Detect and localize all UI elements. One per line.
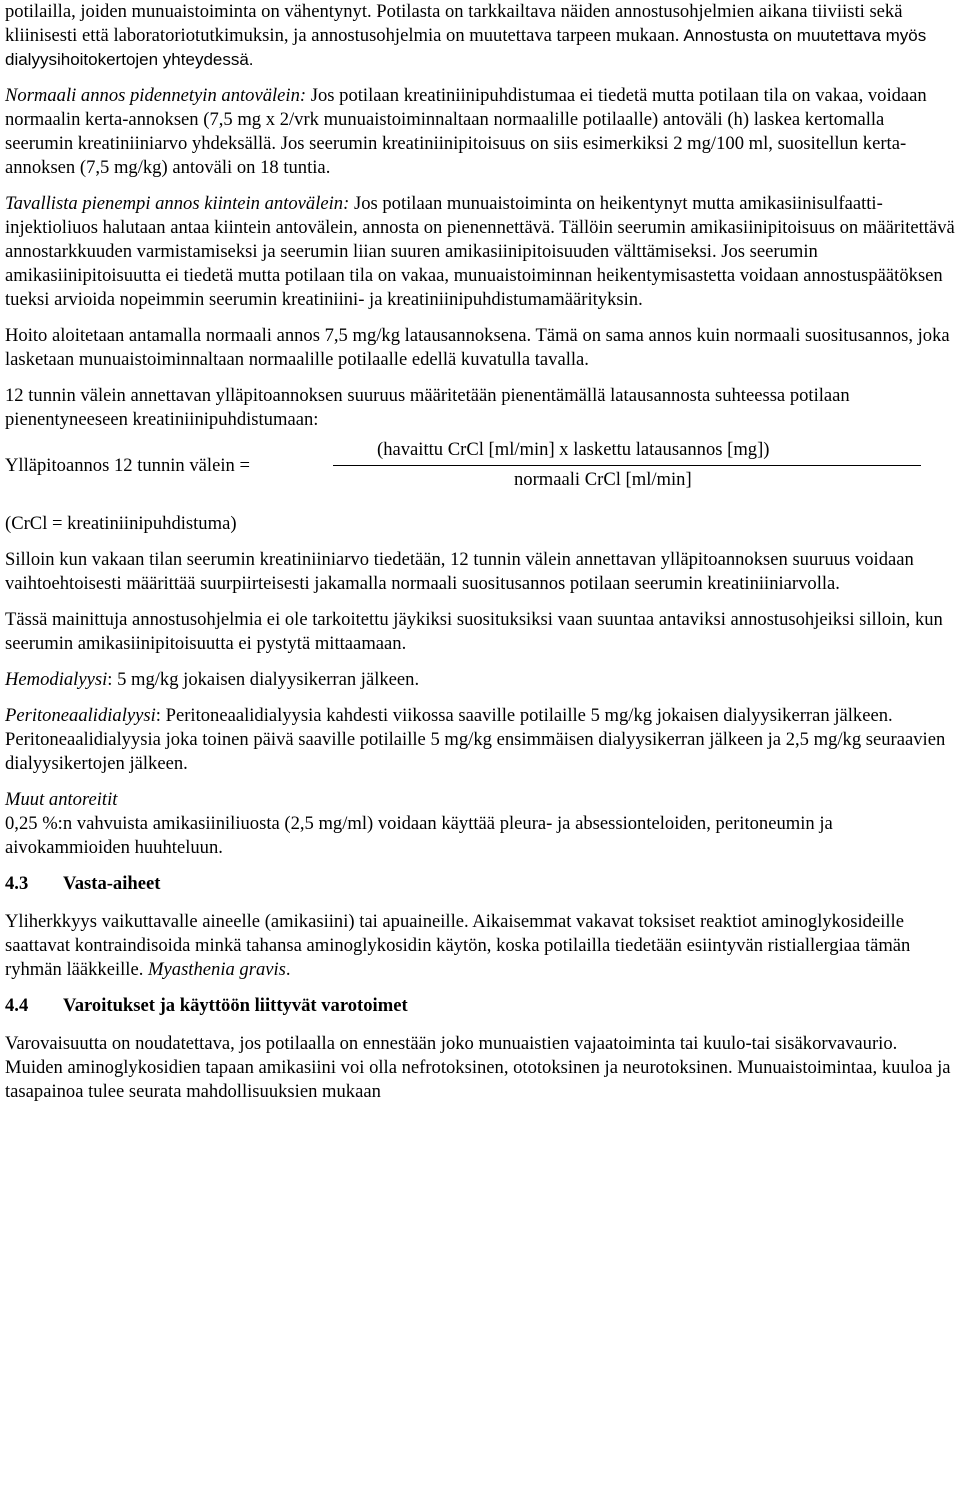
fixed-interval-paragraph	[5, 192, 955, 312]
loading-dose-paragraph: Hoito aloitetaan antamalla normaali annos 7,5 mg/kg latausannoksena. Tämä on sama annos kuin normaali suositusannos, joka lasketaan munuaistoiminnaltaan normaalille potilaalle edellä kuvatulla tavalla.	[5, 325, 950, 370]
peritoneal-label: Peritoneaalidialyysi	[5, 705, 156, 726]
other-routes-label: Muut antoreitit	[5, 789, 118, 810]
section-4-3-paragraph	[5, 910, 955, 982]
section-4-3-end: .	[285, 959, 291, 980]
section-4-3-number: 4.3	[5, 873, 29, 894]
section-4-4-paragraph: Varovaisuutta on noudatettava, jos potilaalla on ennestään joko munuaistien vajaatoiminta tai kuulo-tai sisäkorvavaurio. Muiden aminoglykosidien tapaan amikasiini voi olla nefrotoksinen, ototoksinen ja neurotoksinen. Munuaistoimintaa, kuuloa ja tasapainoa tulee seurata mahdollisuuksien mukaan	[5, 1033, 951, 1102]
normal-interval-label: Normaali annos pidennetyin antovälein:	[5, 85, 307, 106]
section-4-3-heading	[5, 872, 955, 896]
document-page	[5, 0, 955, 1104]
hemodialysis-label: Hemodialyysi	[5, 669, 108, 690]
formula-fraction-bar	[333, 465, 921, 466]
crcl-definition: (CrCl = kreatiniinipuhdistuma)	[5, 513, 237, 534]
peritoneal-paragraph	[5, 704, 955, 776]
hemodialysis-paragraph	[5, 668, 955, 692]
section-4-4-heading	[5, 994, 955, 1018]
section-4-3-text: Yliherkkyys vaikuttavalle aineelle (amikasiini) tai apuaineille. Aikaisemmat vakavat toksiset reaktiot aminoglykosideille saattavat kontraindisoida minkä tahansa aminoglykosidin käytön, koska potilailla tiedetään esiintyvän ristiallergiaa tämän ryhmän lääkkeille.	[5, 911, 911, 980]
maintenance-intro-paragraph: 12 tunnin välein annettavan ylläpitoannoksen suuruus määritetään pienentämällä latausannosta suhteessa potilaan pienentyneeseen kreatiniinipuhdistumaan:	[5, 385, 850, 430]
alternative-paragraph: Silloin kun vakaan tilan seerumin kreatiniiniarvo tiedetään, 12 tunnin välein annettavan ylläpitoannoksen suuruus voidaan vaihtoehtoisesti määrittää suurpiirteisesti jakamalla normaali suositusannos potilaan seerumin kreatiniiniarvolla.	[5, 549, 914, 594]
hemodialysis-text: : 5 mg/kg jokaisen dialyysikerran jälkeen.	[107, 669, 420, 690]
section-4-3-title: Vasta-aiheet	[63, 873, 161, 894]
intro-serif-text: potilailla, joiden munuaistoiminta on vähentynyt. Potilasta on tarkkailtava näiden annostusohjelmien aikana tiiviisti sekä kliinisesti että laboratoriotutkimuksin, ja annostusohjelmia on muutettava tarpeen mukaan.	[5, 1, 903, 46]
other-routes-text: 0,25 %:n vahvuista amikasiiniliuosta (2,5 mg/ml) voidaan käyttää pleura- ja absessionteloiden, peritoneumin ja aivokammioiden huuhteluun.	[5, 813, 833, 858]
formula-lhs: Ylläpitoannos 12 tunnin välein =	[5, 455, 250, 476]
normal-interval-text: Jos potilaan kreatiniinipuhdistumaa ei tiedetä mutta potilaan tila on vakaa, voidaan normaalin kerta-annoksen (7,5 mg x 2/vrk munuaistoiminnaltaan normaalille potilaalle) antoväli (h) laskea kertomalla seerumin kreatiniiniarvo yhdeksällä. Jos seerumin kreatiniinipitoisuus on siis esimerkiksi 2 mg/100 ml, suositellun kerta-annoksen (7,5 mg/kg) antoväli on 18 tuntia.	[5, 85, 927, 178]
formula-denominator: normaali CrCl [ml/min]	[514, 469, 692, 490]
fixed-interval-label: Tavallista pienempi annos kiintein antovälein:	[5, 193, 350, 214]
formula-numerator: (havaittu CrCl [ml/min] x laskettu latausannos [mg])	[377, 439, 770, 460]
dose-formula	[5, 438, 955, 504]
intro-sans-text: Annostusta on muutettava myös dialyysihoitokertojen yhteydessä.	[5, 26, 927, 69]
section-4-3-italic: Myasthenia gravis	[148, 959, 286, 980]
section-4-4-number: 4.4	[5, 995, 29, 1016]
other-routes-block	[5, 788, 955, 860]
section-4-4-title: Varoitukset ja käyttöön liittyvät varotoimet	[63, 995, 408, 1016]
normal-interval-paragraph	[5, 84, 955, 180]
fixed-interval-text: Jos potilaan munuaistoiminta on heikentynyt mutta amikasiinisulfaatti-injektioliuos halutaan antaa kiintein antovälein, annosta on pienennettävä. Tällöin seerumin amikasiinipitoisuus on määritettävä annostarkkuuden varmistamiseksi ja seerumin liian suuren amikasiinipitoisuuden välttämiseksi. Jos seerumin amikasiinipitoisuutta ei tiedetä mutta potilaan tila on vakaa, munuaistoiminnan heikentymisastetta voidaan annostuspäätöksen tueksi arvioida nopeimmin seerumin kreatiniini- ja kreatiniinipuhdistumamäärityksin.	[5, 193, 955, 310]
peritoneal-text: : Peritoneaalidialyysia kahdesti viikossa saaville potilaille 5 mg/kg jokaisen dialyysikerran jälkeen. Peritoneaalidialyysia joka toinen päivä saaville potilaille 5 mg/kg ensimmäisen dialyysikerran jälkeen ja 2,5 mg/kg seuraavien dialyysikertojen jälkeen.	[5, 705, 946, 774]
intro-paragraph	[5, 0, 955, 72]
disclaimer-paragraph: Tässä mainittuja annostusohjelmia ei ole tarkoitettu jäykiksi suosituksiksi vaan suuntaa antaviksi annostusohjeiksi silloin, kun seerumin amikasiinipitoisuutta ei pystytä mittaamaan.	[5, 609, 943, 654]
